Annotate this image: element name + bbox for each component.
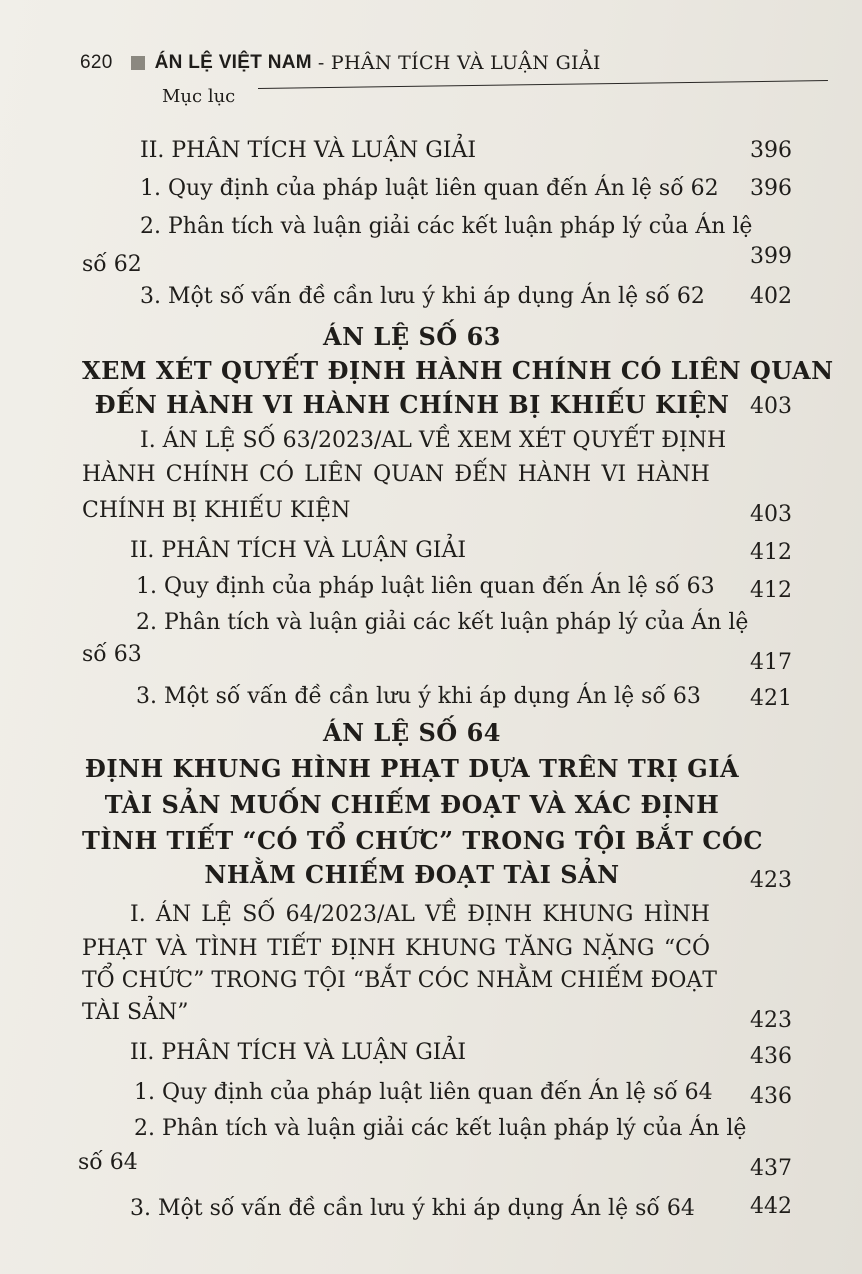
toc-entry-cont: HÀNH CHÍNH CÓ LIÊN QUAN ĐẾN HÀNH VI HÀNH [82,462,710,487]
toc-page: 412 [750,540,792,565]
toc-page: 437 [750,1156,792,1181]
book-subtitle: - PHÂN TÍCH VÀ LUẬN GIẢI [317,52,601,74]
toc-entry: 2. Phân tích và luận giải các kết luận pháp lý của Án lệ [140,214,753,239]
header-rule [258,80,828,89]
toc-entry-cont: PHẠT VÀ TÌNH TIẾT ĐỊNH KHUNG TĂNG NẶNG “CÓ [82,936,711,961]
toc-page: 403 [750,394,792,419]
toc-entry-cont: số 63 [82,642,142,667]
toc-page: 403 [750,502,792,527]
toc-entry: 3. Một số vấn đề cần lưu ý khi áp dụng Án lệ số 63 [136,684,701,709]
toc-entry: 2. Phân tích và luận giải các kết luận pháp lý của Án lệ [136,610,749,635]
chapter-title: TÀI SẢN MUỐN CHIẾM ĐOẠT VÀ XÁC ĐỊNH [104,790,720,819]
toc-entry: 3. Một số vấn đề cần lưu ý khi áp dụng Án lệ số 62 [140,284,705,309]
chapter-title: TÌNH TIẾT “CÓ TỔ CHỨC” TRONG TỘI BẮT CÓC [82,826,763,855]
toc-entry: II. PHÂN TÍCH VÀ LUẬN GIẢI [140,138,477,163]
chapter-title: NHẰM CHIẾM ĐOẠT TÀI SẢN [204,860,620,889]
toc-entry: 1. Quy định của pháp luật liên quan đến Án lệ số 63 [136,574,715,599]
toc-page: 396 [750,138,792,163]
toc-entry: 3. Một số vấn đề cần lưu ý khi áp dụng Án lệ số 64 [130,1196,695,1221]
toc-page: 436 [750,1084,792,1109]
section-label: Mục lục [162,86,236,107]
toc-entry-cont: TỔ CHỨC” TRONG TỘI “BẮT CÓC NHẰM CHIẾM ĐOẠT [82,968,717,993]
running-header [80,52,601,74]
toc-entry-cont: số 64 [78,1150,138,1175]
toc-page: 421 [750,686,792,711]
toc-page: 423 [750,1008,792,1033]
toc-entry-cont: số 62 [82,252,142,277]
toc-entry-cont: CHÍNH BỊ KHIẾU KIỆN [82,498,351,523]
toc-page: 442 [750,1194,792,1219]
toc-page: 412 [750,578,792,603]
chapter-heading: ÁN LỆ SỐ 63 [323,322,501,351]
toc-entry: I. ÁN LỆ SỐ 64/2023/AL VỀ ĐỊNH KHUNG HÌNH [130,902,710,927]
toc-page: 423 [750,868,792,893]
toc-page: 399 [750,244,792,269]
book-title: ÁN LỆ VIỆT NAM [154,52,312,73]
toc-entry: I. ÁN LỆ SỐ 63/2023/AL VỀ XEM XÉT QUYẾT ĐỊNH [140,428,727,453]
chapter-title: XEM XÉT QUYẾT ĐỊNH HÀNH CHÍNH CÓ LIÊN QUAN [82,356,834,385]
toc-page: 396 [750,176,792,201]
page-number: 620 [80,52,113,73]
toc-page: 436 [750,1044,792,1069]
toc-entry-cont: TÀI SẢN” [82,1000,189,1025]
toc-entry: 1. Quy định của pháp luật liên quan đến Án lệ số 62 [140,176,719,201]
chapter-heading: ÁN LỆ SỐ 64 [323,718,501,747]
square-bullet-icon [131,56,145,70]
toc-entry: II. PHÂN TÍCH VÀ LUẬN GIẢI [130,538,467,563]
toc-entry: II. PHÂN TÍCH VÀ LUẬN GIẢI [130,1040,467,1065]
chapter-title: ĐỊNH KHUNG HÌNH PHẠT DỰA TRÊN TRỊ GIÁ [84,754,740,783]
toc-entry: 2. Phân tích và luận giải các kết luận pháp lý của Án lệ [134,1116,747,1141]
toc-entry: 1. Quy định của pháp luật liên quan đến Án lệ số 64 [134,1080,713,1105]
chapter-title: ĐẾN HÀNH VI HÀNH CHÍNH BỊ KHIẾU KIỆN [94,390,730,419]
toc-page: 402 [750,284,792,309]
toc-page: 417 [750,650,792,675]
